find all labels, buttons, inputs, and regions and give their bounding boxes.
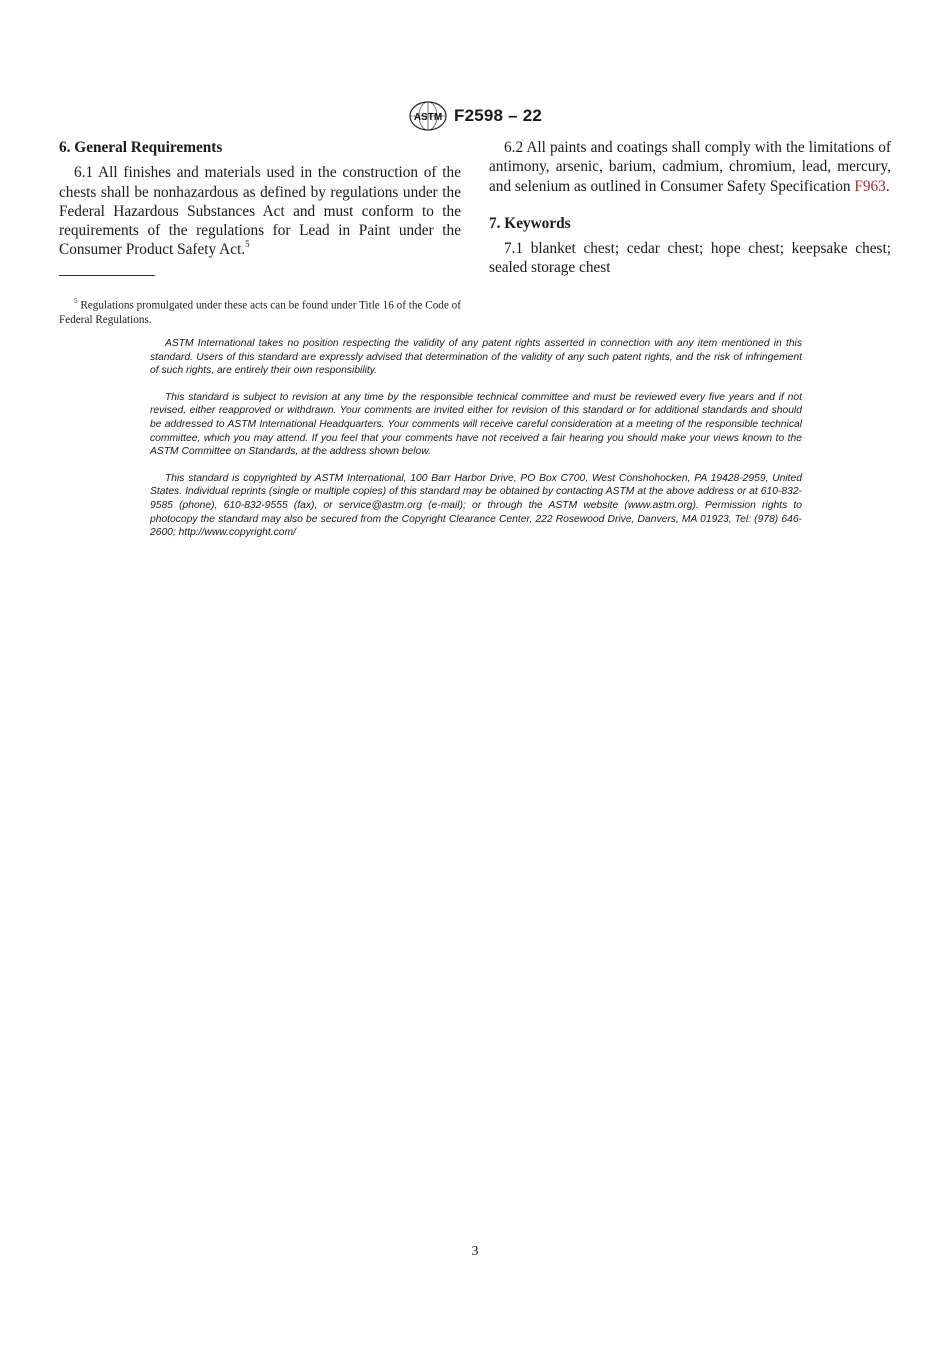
section-7-heading: 7. Keywords [489,214,571,232]
paragraph-7-1: 7.1 blanket chest; cedar chest; hope chest; keepsake chest; sealed storage chest [489,240,891,277]
copyright-notice: This standard is copyrighted by ASTM International, 100 Barr Harbor Drive, PO Box C700, West Conshohocken, PA 19428-2959, United States. Individual reprints (single or multiple copies) of this standard may be obtained by contacting ASTM at the above address or at 610-832-9585 (phone), 610-832-9555 (fax), or service@astm.org (e-mail); or through the ASTM website (www.astm.org). Permission rights to photocopy the standard may also be secured from the Copyright Clearance Center, 222 Rosewood Drive, Danvers, MA 01923, Tel: (978) 646-2600; http://www.copyright.com/ [150,472,802,539]
footnote-divider [59,275,155,276]
section-6-heading: 6. General Requirements [59,139,223,156]
left-column [59,138,461,260]
page-number: 3 [471,1244,479,1259]
revision-notice: This standard is subject to revision at any time by the responsible technical committee and must be reviewed every five years and if not revised, either reapproved or withdrawn. Your comments are invited either for revision of this standard or for additional standards and should be addressed to ASTM International Headquarters. Your comments will receive careful consideration at a meeting of the responsible technical committee, which you may attend. If you feel that your comments have not received a fair hearing you should make your views known to the ASTM Committee on Standards, at the address shown below. [150,391,802,458]
footnote-5: $^5$ Regulations promulgated under these acts can be found under Title 16 of the Code of Federal Regulations. [59,297,461,327]
astm-notices [150,337,802,553]
footnote-ref[interactable]: 5 [245,239,250,250]
paragraph-6-1: 6.1 All finishes and materials used in the construction of the chests shall be nonhazardous as defined by regulations under the Federal Hazardous Substances Act and must conform to the requirements of the regulations for Lead in Paint under the Consumer Product Safety Act.$^5$ [59,164,461,259]
right-column [489,138,891,278]
document-designation: F2598 – 22 [453,106,542,125]
f963-link[interactable]: F963 [854,177,886,195]
svg-text:ASTM: ASTM [413,112,443,123]
patent-notice: ASTM International takes no position respecting the validity of any patent rights asserted in connection with any item mentioned in this standard. Users of this standard are expressly advised that determination of the validity of any such patent rights, and the risk of infringement of such rights, are entirely their own responsibility. [150,338,802,377]
astm-logo-icon [408,100,448,132]
page-header [0,100,950,132]
paragraph-6-2: 6.2 All paints and coatings shall comply with the limitations of antimony, arsenic, barium, cadmium, chromium, lead, mercury, and selenium as outlined in Consumer Safety Specification F963. [489,139,891,195]
